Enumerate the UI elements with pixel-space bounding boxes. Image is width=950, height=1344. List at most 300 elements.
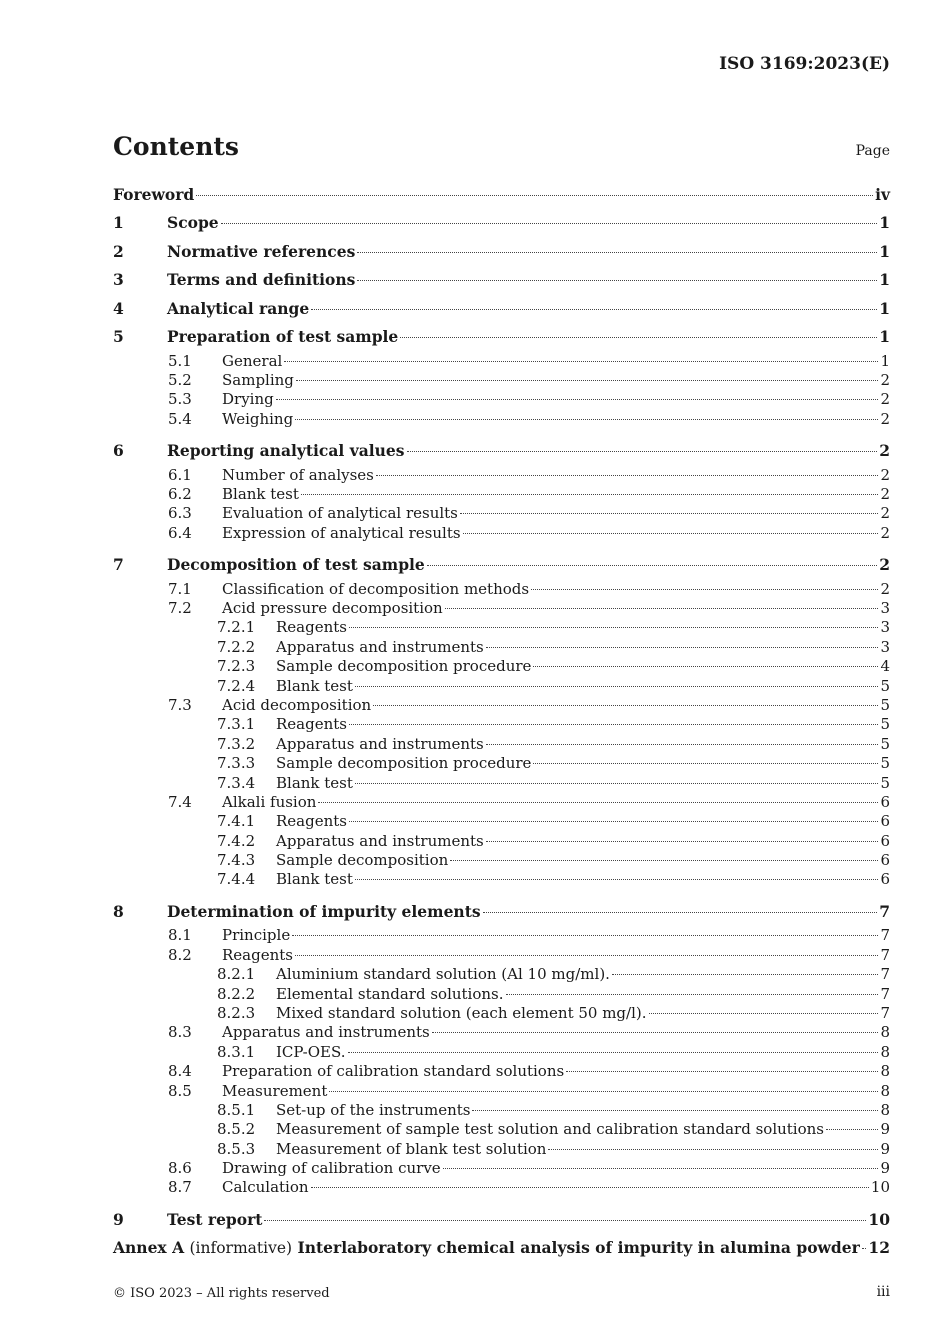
dot-leader xyxy=(292,935,878,936)
toc-entry[interactable] xyxy=(113,184,890,206)
dot-leader xyxy=(349,627,878,628)
toc-entry-number: 8.2.1 xyxy=(217,965,256,984)
toc-entry[interactable] xyxy=(113,1043,890,1062)
toc-entry[interactable] xyxy=(113,832,890,851)
toc-entry-number: 5.2 xyxy=(168,370,192,389)
toc-entry-line xyxy=(276,774,890,793)
toc-entry-title: Preparation of calibration standard solutions xyxy=(222,1062,565,1081)
toc-entry-number: 1 xyxy=(113,213,124,232)
toc-entry-title: General xyxy=(222,351,283,370)
toc-entry[interactable] xyxy=(113,551,890,580)
toc-entry-number: 7.3.2 xyxy=(217,734,256,753)
toc-entry[interactable] xyxy=(113,793,890,812)
toc-entry-page: 8 xyxy=(880,1081,890,1100)
dot-leader xyxy=(301,494,879,495)
toc-entry-line xyxy=(167,1206,890,1235)
toc-entry[interactable] xyxy=(113,295,890,324)
toc-entry-page: 8 xyxy=(880,1062,890,1081)
toc-entry-number: 7.4.3 xyxy=(217,851,256,870)
toc-entry-page: 9 xyxy=(880,1159,890,1178)
document-code: ISO 3169:2023(E) xyxy=(719,54,890,74)
toc-entry-title: Foreword xyxy=(113,185,195,204)
toc-entry-line xyxy=(167,437,890,466)
toc-entry-page: 12 xyxy=(868,1238,890,1258)
toc-entry-title: Expression of analytical results xyxy=(222,523,461,542)
toc-entry-page: 8 xyxy=(880,1042,890,1061)
toc-entry-title: Test report xyxy=(167,1209,263,1229)
toc-entry-page: 2 xyxy=(880,409,890,428)
toc-entry-number: 8.5.2 xyxy=(217,1120,256,1139)
toc-entry-line xyxy=(222,466,890,485)
toc-entry-number: 7.4 xyxy=(168,792,192,811)
toc-entry-page: 2 xyxy=(879,555,890,575)
toc-entry-line xyxy=(222,793,890,812)
dot-leader xyxy=(533,763,878,764)
toc-entry[interactable] xyxy=(113,371,890,390)
toc-entry-line xyxy=(113,184,890,206)
toc-entry-line xyxy=(222,410,890,429)
toc-entry-number: 7.1 xyxy=(168,579,192,598)
toc-entry-number: 7 xyxy=(113,555,124,575)
toc-entry-title: Normative references xyxy=(167,241,356,261)
dot-leader xyxy=(295,955,878,956)
toc-entry-line xyxy=(222,485,890,504)
toc-entry-number: 7.2.2 xyxy=(217,637,256,656)
toc-entry-page: 4 xyxy=(880,657,890,676)
toc-entry-title: Alkali fusion xyxy=(222,792,317,811)
toc-entry-number: 6.1 xyxy=(168,465,192,484)
toc-entry-line xyxy=(276,677,890,696)
toc-entry-line xyxy=(167,898,890,927)
toc-entry-title: Sample decomposition procedure xyxy=(276,657,532,676)
toc-entry-page: 1 xyxy=(879,241,890,261)
dot-leader xyxy=(400,337,877,338)
toc-entry-line xyxy=(167,295,890,324)
dot-leader xyxy=(349,724,878,725)
toc-entry-line xyxy=(276,965,890,984)
toc-entry-number: 8.2 xyxy=(168,945,192,964)
toc-entry[interactable] xyxy=(113,410,890,429)
toc-entry-page: 5 xyxy=(880,676,890,695)
toc-entry-number: 5.3 xyxy=(168,390,192,409)
toc-entry[interactable] xyxy=(113,926,890,945)
toc-entry-line xyxy=(222,946,890,965)
toc-entry-number: 7.4.1 xyxy=(217,812,256,831)
dot-leader xyxy=(196,195,873,196)
dot-leader xyxy=(443,1168,879,1169)
dot-leader xyxy=(349,821,878,822)
dot-leader xyxy=(276,399,879,400)
toc-entry-page: 6 xyxy=(880,812,890,831)
toc-entry-number: 6 xyxy=(113,441,124,461)
toc-entry-number: 8.5.3 xyxy=(217,1139,256,1158)
dot-leader xyxy=(221,223,878,224)
toc-entry-number: 6.2 xyxy=(168,484,192,503)
toc-entry-number: 4 xyxy=(113,298,124,318)
toc-entry-line xyxy=(276,985,890,1004)
toc-entry-line xyxy=(222,352,890,371)
toc-entry[interactable] xyxy=(113,985,890,1004)
toc-entry-page: 2 xyxy=(880,504,890,523)
toc-entry-page: 9 xyxy=(880,1139,890,1158)
toc-entry-number: 8.5.1 xyxy=(217,1100,256,1119)
dot-leader xyxy=(445,608,879,609)
toc-entry-page: 8 xyxy=(880,1023,890,1042)
toc-entry-number: 8.1 xyxy=(168,926,192,945)
toc-entry-number: 8.3 xyxy=(168,1023,192,1042)
toc-entry-title: Blank test xyxy=(276,870,353,889)
toc-entry-title: Preparation of test sample xyxy=(167,327,399,346)
toc-entry-title: Elemental standard solutions. xyxy=(276,984,504,1003)
toc-entry-number: 3 xyxy=(113,270,124,289)
toc-entry-page: 5 xyxy=(880,715,890,734)
toc-entry-line xyxy=(222,580,890,599)
page-column-label: Page xyxy=(855,143,890,159)
toc-entry-title: Reagents xyxy=(276,618,347,637)
toc-entry-line xyxy=(222,371,890,390)
toc-entry-page: 6 xyxy=(880,831,890,850)
toc-entry-page: 6 xyxy=(880,870,890,889)
toc-entry[interactable] xyxy=(113,715,890,734)
toc-entry-title: Reagents xyxy=(276,715,347,734)
toc-entry-title: Apparatus and instruments xyxy=(276,734,484,753)
toc-entry-title: Measurement of blank test solution xyxy=(276,1139,547,1158)
toc-entry-page: 5 xyxy=(880,695,890,714)
toc-entry-page: 7 xyxy=(880,945,890,964)
toc-entry[interactable] xyxy=(113,209,890,238)
toc-entry-title: Apparatus and instruments xyxy=(276,831,484,850)
toc-entry[interactable] xyxy=(113,851,890,870)
dot-leader xyxy=(548,1149,878,1150)
toc-entry-title: Blank test xyxy=(222,484,299,503)
toc-entry-number: 8.2.2 xyxy=(217,984,256,1003)
toc-entry-line xyxy=(276,618,890,637)
toc-entry-title: Apparatus and instruments xyxy=(276,637,484,656)
toc-entry-title: Measurement xyxy=(222,1081,328,1100)
toc-entry[interactable] xyxy=(113,504,890,523)
toc-entry[interactable] xyxy=(113,437,890,466)
dot-leader xyxy=(373,705,878,706)
dot-leader xyxy=(472,1110,878,1111)
toc-entry[interactable] xyxy=(113,754,890,773)
toc-entry-title: Principle xyxy=(222,926,291,945)
toc-entry-line xyxy=(276,754,890,773)
toc-entry-page: 2 xyxy=(880,579,890,598)
toc-entry-page: 2 xyxy=(880,390,890,409)
toc-entry[interactable] xyxy=(113,657,890,676)
dot-leader xyxy=(348,1052,879,1053)
dot-leader xyxy=(432,1032,879,1033)
dot-leader xyxy=(264,1220,866,1221)
dot-leader xyxy=(533,666,878,667)
toc-entry[interactable] xyxy=(113,1234,890,1263)
toc-entry-number: 7.4.2 xyxy=(217,831,256,850)
dot-leader xyxy=(486,647,879,648)
toc-entry-number: 8.6 xyxy=(168,1159,192,1178)
toc-entry-number: 7.3.4 xyxy=(217,773,256,792)
toc-entry-title: Evaluation of analytical results xyxy=(222,504,458,523)
toc-entry-page: 10 xyxy=(870,1178,890,1197)
toc-entry[interactable] xyxy=(113,599,890,618)
toc-entry-line xyxy=(222,1023,890,1042)
toc-entry[interactable] xyxy=(113,1159,890,1178)
toc-entry-line xyxy=(167,209,890,238)
toc-entry-number: 7.2 xyxy=(168,599,192,618)
toc-entry-page: 7 xyxy=(879,901,890,921)
toc-entry[interactable] xyxy=(113,898,890,927)
toc-entry-title: Measurement of sample test solution and calibration standard solutions xyxy=(276,1120,824,1139)
toc-entry-line xyxy=(222,504,890,523)
dot-leader xyxy=(355,879,879,880)
toc-entry-title: Drawing of calibration curve xyxy=(222,1159,441,1178)
toc-entry-page: 1 xyxy=(879,213,890,232)
toc-entry-title: Acid decomposition xyxy=(222,695,372,714)
toc-entry-page: 2 xyxy=(879,441,890,461)
toc-entry-title: Reporting analytical values xyxy=(167,441,405,461)
toc-entry-page: 6 xyxy=(880,851,890,870)
toc-entry-page: 1 xyxy=(879,270,890,289)
dot-leader xyxy=(460,513,879,514)
toc-entry-number: 5.4 xyxy=(168,409,192,428)
toc-entry[interactable] xyxy=(113,1082,890,1101)
toc-entry[interactable] xyxy=(113,946,890,965)
toc-entry-line xyxy=(276,1140,890,1159)
toc-entry[interactable] xyxy=(113,1004,890,1023)
annex-title: Interlaboratory chemical analysis of impurity in alumina powder xyxy=(297,1238,860,1258)
dot-leader xyxy=(649,1013,879,1014)
toc-entry-line xyxy=(222,696,890,715)
toc-entry-line xyxy=(276,638,890,657)
dot-leader xyxy=(355,686,879,687)
toc-entry-number: 8.4 xyxy=(168,1062,192,1081)
toc-entry[interactable] xyxy=(113,1140,890,1159)
toc-entry-title: Aluminium standard solution (Al 10 mg/ml). xyxy=(276,965,610,984)
toc-entry-page: 2 xyxy=(880,465,890,484)
toc-entry-title: Sample decomposition procedure xyxy=(276,754,532,773)
dot-leader xyxy=(407,451,878,452)
toc-entry-number: 7.3 xyxy=(168,695,192,714)
page-title: Contents xyxy=(113,132,240,161)
toc-entry-page: 2 xyxy=(880,370,890,389)
toc-entry-number: 8.3.1 xyxy=(217,1042,256,1061)
dot-leader xyxy=(862,1248,867,1249)
toc-entry-title: Analytical range xyxy=(167,298,310,318)
toc-entry-page: 2 xyxy=(880,523,890,542)
table-of-contents xyxy=(113,184,890,1263)
toc-entry-page: 1 xyxy=(879,298,890,318)
dot-leader xyxy=(329,1091,878,1092)
page-number: iii xyxy=(876,1284,890,1300)
toc-entry-line xyxy=(167,551,890,580)
toc-entry[interactable] xyxy=(113,485,890,504)
toc-entry-page: 7 xyxy=(880,984,890,1003)
toc-entry[interactable] xyxy=(113,1101,890,1120)
toc-entry-line xyxy=(167,266,890,295)
dot-leader xyxy=(318,802,878,803)
toc-entry-page: 9 xyxy=(880,1120,890,1139)
toc-entry[interactable] xyxy=(113,618,890,637)
toc-entry-number: 2 xyxy=(113,241,124,261)
toc-entry-page: 10 xyxy=(868,1209,890,1229)
toc-entry[interactable] xyxy=(113,580,890,599)
toc-entry-title: Scope xyxy=(167,213,219,232)
toc-entry-number: 6.3 xyxy=(168,504,192,523)
toc-entry-line xyxy=(167,323,890,352)
toc-entry-title: Set-up of the instruments xyxy=(276,1100,471,1119)
toc-entry-title xyxy=(113,1234,860,1263)
toc-entry[interactable] xyxy=(113,1206,890,1235)
toc-entry-number: 6.4 xyxy=(168,523,192,542)
dot-leader xyxy=(311,309,877,310)
toc-entry-title: Terms and definitions xyxy=(167,270,356,289)
toc-entry-page: 1 xyxy=(880,351,890,370)
toc-entry-title: Number of analyses xyxy=(222,465,374,484)
dot-leader xyxy=(612,974,879,975)
toc-entry-line xyxy=(276,1004,890,1023)
toc-entry-number: 8.7 xyxy=(168,1178,192,1197)
toc-entry-page: 5 xyxy=(880,734,890,753)
toc-entry-number: 9 xyxy=(113,1209,124,1229)
toc-entry-title: Weighing xyxy=(222,409,294,428)
toc-entry-page: 6 xyxy=(880,792,890,811)
toc-entry[interactable] xyxy=(113,677,890,696)
toc-entry-number: 8.5 xyxy=(168,1081,192,1100)
toc-entry-number: 5.1 xyxy=(168,351,192,370)
toc-entry-title: Acid pressure decomposition xyxy=(222,599,443,618)
toc-entry[interactable] xyxy=(113,524,890,543)
dot-leader xyxy=(357,252,877,253)
toc-entry-line xyxy=(222,1082,890,1101)
toc-entry[interactable] xyxy=(113,323,890,352)
dot-leader xyxy=(826,1129,878,1130)
toc-entry-number: 7.2.4 xyxy=(217,676,256,695)
toc-entry-title: Sample decomposition xyxy=(276,851,449,870)
toc-entry[interactable] xyxy=(113,1062,890,1081)
toc-entry[interactable] xyxy=(113,352,890,371)
toc-entry-line xyxy=(113,1234,890,1263)
toc-entry-line xyxy=(222,1178,890,1197)
toc-entry-line xyxy=(276,657,890,676)
dot-leader xyxy=(311,1187,869,1188)
toc-entry[interactable] xyxy=(113,1120,890,1139)
toc-entry-title: Calculation xyxy=(222,1178,309,1197)
dot-leader xyxy=(296,380,879,381)
toc-entry[interactable] xyxy=(113,638,890,657)
toc-entry-page: iv xyxy=(875,185,890,204)
toc-entry-line xyxy=(222,1062,890,1081)
toc-entry[interactable] xyxy=(113,1023,890,1042)
toc-entry-number: 5 xyxy=(113,327,124,346)
toc-entry[interactable] xyxy=(113,965,890,984)
toc-entry-line xyxy=(276,832,890,851)
toc-entry-title: Drying xyxy=(222,390,274,409)
toc-entry-page: 2 xyxy=(880,484,890,503)
toc-entry-title: Apparatus and instruments xyxy=(222,1023,430,1042)
toc-entry-title: Mixed standard solution (each element 50 mg/l). xyxy=(276,1003,647,1022)
toc-entry-line xyxy=(222,926,890,945)
toc-entry-page: 5 xyxy=(880,754,890,773)
dot-leader xyxy=(463,533,879,534)
dot-leader xyxy=(483,912,878,913)
toc-entry-page: 7 xyxy=(880,926,890,945)
dot-leader xyxy=(450,860,878,861)
toc-entry-line xyxy=(222,1159,890,1178)
dot-leader xyxy=(486,841,879,842)
toc-entry-line xyxy=(222,524,890,543)
toc-entry[interactable] xyxy=(113,696,890,715)
toc-entry-line xyxy=(222,390,890,409)
toc-entry-number: 7.4.4 xyxy=(217,870,256,889)
toc-entry[interactable] xyxy=(113,870,890,889)
toc-entry-number: 7.2.3 xyxy=(217,657,256,676)
toc-entry-line xyxy=(276,735,890,754)
toc-entry-line xyxy=(276,870,890,889)
dot-leader xyxy=(486,744,879,745)
toc-entry-title: Determination of impurity elements xyxy=(167,901,481,921)
toc-entry[interactable] xyxy=(113,238,890,267)
annex-note: (informative) xyxy=(189,1239,293,1258)
toc-entry-title: Decomposition of test sample xyxy=(167,555,425,575)
toc-entry-page: 5 xyxy=(880,773,890,792)
toc-entry-page: 3 xyxy=(880,637,890,656)
toc-entry-line xyxy=(167,238,890,267)
toc-entry-number: 7.2.1 xyxy=(217,618,256,637)
toc-entry-line xyxy=(222,599,890,618)
toc-entry[interactable] xyxy=(113,266,890,295)
toc-entry-title: Blank test xyxy=(276,676,353,695)
toc-entry-line xyxy=(276,851,890,870)
toc-entry[interactable] xyxy=(113,812,890,831)
toc-entry-title: Classification of decomposition methods xyxy=(222,579,530,598)
dot-leader xyxy=(376,475,879,476)
toc-entry-page: 7 xyxy=(880,1003,890,1022)
toc-entry-number: 7.3.3 xyxy=(217,754,256,773)
toc-entry-title: Blank test xyxy=(276,773,353,792)
toc-entry[interactable] xyxy=(113,466,890,485)
toc-entry-number: 7.3.1 xyxy=(217,715,256,734)
toc-entry-number: 8.2.3 xyxy=(217,1003,256,1022)
toc-entry[interactable] xyxy=(113,735,890,754)
annex-label: Annex A xyxy=(113,1238,185,1258)
dot-leader xyxy=(506,994,879,995)
toc-entry-title: Sampling xyxy=(222,370,294,389)
toc-entry-line xyxy=(276,1101,890,1120)
toc-entry-page: 7 xyxy=(880,965,890,984)
toc-entry[interactable] xyxy=(113,1178,890,1197)
toc-entry-number: 8 xyxy=(113,901,124,921)
dot-leader xyxy=(357,280,877,281)
toc-entry[interactable] xyxy=(113,390,890,409)
toc-entry-page: 8 xyxy=(880,1100,890,1119)
toc-entry-line xyxy=(276,1043,890,1062)
toc-entry-page: 1 xyxy=(879,327,890,346)
toc-entry-line xyxy=(276,715,890,734)
dot-leader xyxy=(427,565,877,566)
toc-entry-title: Reagents xyxy=(276,812,347,831)
toc-entry-page: 3 xyxy=(880,599,890,618)
toc-entry-line xyxy=(276,812,890,831)
toc-entry-title: Reagents xyxy=(222,945,293,964)
dot-leader xyxy=(355,783,879,784)
dot-leader xyxy=(295,419,878,420)
dot-leader xyxy=(531,589,878,590)
copyright-notice: © ISO 2023 – All rights reserved xyxy=(113,1286,330,1301)
dot-leader xyxy=(284,361,878,362)
toc-entry[interactable] xyxy=(113,774,890,793)
dot-leader xyxy=(566,1071,878,1072)
toc-entry-page: 3 xyxy=(880,618,890,637)
toc-entry-title: ICP-OES. xyxy=(276,1042,346,1061)
